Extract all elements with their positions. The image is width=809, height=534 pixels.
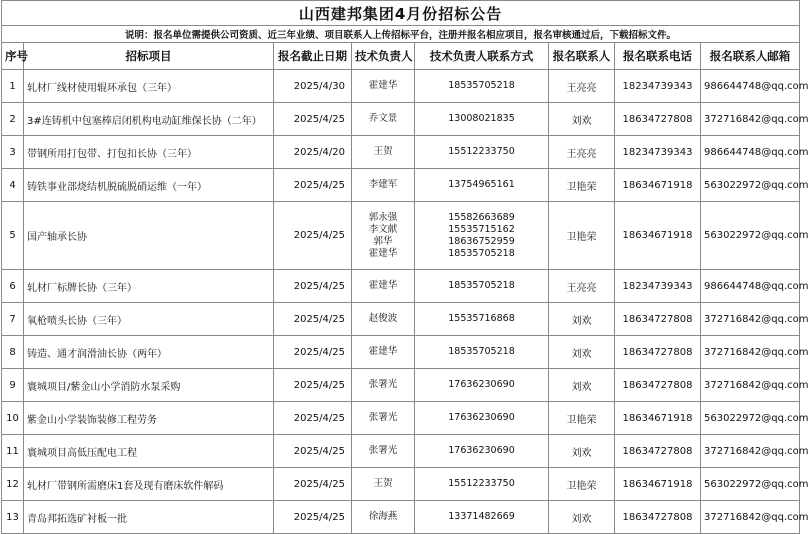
notice-title: 山西建邦集团4月份招标公告 — [2, 1, 800, 26]
cell-tech-phone — [415, 103, 549, 136]
cell-no: 4 — [2, 169, 24, 202]
cell-tech-phone-line: 13754965161 — [448, 179, 515, 190]
cell-contact: 刘欢 — [549, 501, 615, 534]
cell-contact: 刘欢 — [549, 103, 615, 136]
cell-no: 2 — [2, 103, 24, 136]
cell-email: 986644748@qq.com — [701, 70, 800, 103]
cell-tech-phone-line: 15512233750 — [448, 146, 515, 157]
notice-note: 说明：报名单位需提供公司资质、近三年业绩、项目联系人上传招标平台，注册并报名相应项目，报名审核通过后，下载招标文件。 — [2, 26, 800, 43]
cell-tech-line: 张署光 — [368, 379, 398, 390]
cell-email: 372716842@qq.com — [701, 103, 800, 136]
cell-deadline: 2025/4/25 — [274, 501, 352, 534]
cell-tech — [352, 468, 415, 501]
cell-tech-phone-line: 18535705218 — [448, 346, 515, 357]
cell-tech-phone — [415, 303, 549, 336]
cell-tech-phone-line: 15535716868 — [448, 313, 515, 324]
table-row — [2, 336, 800, 369]
cell-email: 563022972@qq.com — [701, 468, 800, 501]
cell-tech-line: 霍建华 — [368, 247, 398, 259]
cell-tel: 18234739343 — [615, 70, 701, 103]
cell-no: 6 — [2, 270, 24, 303]
cell-tel: 18234739343 — [615, 270, 701, 303]
cell-tel: 18634727808 — [615, 303, 701, 336]
cell-email: 372716842@qq.com — [701, 303, 800, 336]
cell-tel: 18634671918 — [615, 402, 701, 435]
cell-project: 带钢所用打包带、打包扣长协（三年） — [24, 136, 274, 169]
cell-tech — [352, 303, 415, 336]
cell-tech-phone-line: 15512233750 — [448, 478, 515, 489]
cell-tel: 18634671918 — [615, 202, 701, 270]
cell-tech-phone-line: 17636230690 — [448, 379, 515, 390]
cell-email: 563022972@qq.com — [701, 169, 800, 202]
cell-tel: 18634727808 — [615, 435, 701, 468]
cell-project: 轧材厂线材使用辊环承包（三年） — [24, 70, 274, 103]
cell-project: 紫金山小学装饰装修工程劳务 — [24, 402, 274, 435]
cell-tech-line: 郭华 — [373, 235, 393, 247]
cell-tech-line: 霍建华 — [368, 80, 398, 91]
table-row — [2, 501, 800, 534]
cell-project: 轧材厂标牌长协（三年） — [24, 270, 274, 303]
cell-tech — [352, 270, 415, 303]
cell-contact: 刘欢 — [549, 336, 615, 369]
cell-project: 铸铁事业部烧结机脱硫脱硝运维（一年） — [24, 169, 274, 202]
cell-tech-phone — [415, 169, 549, 202]
cell-no: 1 — [2, 70, 24, 103]
cell-project: 氧枪喷头长协（三年） — [24, 303, 274, 336]
cell-tech-phone-line: 17636230690 — [448, 445, 515, 456]
cell-tech-line: 霍建华 — [368, 346, 398, 357]
cell-tech-phone-line: 18535705218 — [448, 247, 515, 259]
cell-tech-line: 乔文景 — [368, 113, 398, 124]
cell-contact: 王亮亮 — [549, 270, 615, 303]
cell-tech-phone-line: 13008021835 — [448, 113, 515, 124]
table-row — [2, 169, 800, 202]
cell-tech-phone — [415, 435, 549, 468]
tender-table — [1, 0, 809, 534]
cell-deadline: 2025/4/25 — [274, 169, 352, 202]
header-tech: 技术负责人 — [352, 43, 415, 70]
cell-tech-phone — [415, 468, 549, 501]
cell-tech-phone — [415, 70, 549, 103]
cell-deadline: 2025/4/25 — [274, 369, 352, 402]
header-email: 报名联系人邮箱 — [701, 43, 800, 70]
cell-tech — [352, 70, 415, 103]
cell-email: 372716842@qq.com — [701, 435, 800, 468]
table-row — [2, 136, 800, 169]
cell-tech — [352, 435, 415, 468]
cell-tech-line: 赵俊波 — [368, 313, 398, 324]
cell-tech-phone-line: 18535705218 — [448, 280, 515, 291]
cell-project: 3#连铸机中包塞棒启闭机构电动缸维保长协（二年） — [24, 103, 274, 136]
cell-no: 5 — [2, 202, 24, 270]
cell-deadline: 2025/4/25 — [274, 103, 352, 136]
cell-tech — [352, 369, 415, 402]
cell-deadline: 2025/4/30 — [274, 70, 352, 103]
cell-tel: 18634727808 — [615, 103, 701, 136]
cell-email: 563022972@qq.com — [701, 202, 800, 270]
cell-tech-line: 徐海燕 — [368, 511, 398, 522]
cell-email: 372716842@qq.com — [701, 501, 800, 534]
cell-deadline: 2025/4/25 — [274, 336, 352, 369]
table-row — [2, 369, 800, 402]
header-no: 序号 — [2, 43, 24, 70]
cell-contact: 卫艳荣 — [549, 468, 615, 501]
cell-tech-phone — [415, 369, 549, 402]
cell-email: 372716842@qq.com — [701, 369, 800, 402]
cell-tech-phone — [415, 136, 549, 169]
cell-email: 986644748@qq.com — [701, 270, 800, 303]
cell-tech-line: 李建军 — [368, 179, 398, 190]
cell-tel: 18634727808 — [615, 369, 701, 402]
cell-tech — [352, 169, 415, 202]
cell-tech-phone — [415, 501, 549, 534]
cell-contact: 卫艳荣 — [549, 402, 615, 435]
cell-tech — [352, 136, 415, 169]
cell-no: 12 — [2, 468, 24, 501]
cell-tech — [352, 336, 415, 369]
cell-tech — [352, 103, 415, 136]
table-row — [2, 468, 800, 501]
cell-tel: 18234739343 — [615, 136, 701, 169]
cell-tech-phone-line: 15535715162 — [448, 223, 515, 235]
table-row — [2, 435, 800, 468]
cell-deadline: 2025/4/20 — [274, 136, 352, 169]
cell-contact: 刘欢 — [549, 303, 615, 336]
cell-tech-line: 李文献 — [368, 223, 398, 235]
cell-contact: 卫艳荣 — [549, 202, 615, 270]
cell-tech-phone-line: 17636230690 — [448, 412, 515, 423]
cell-tech-line: 王贺 — [373, 146, 393, 157]
cell-no: 7 — [2, 303, 24, 336]
cell-tech-line: 郭永强 — [368, 211, 398, 223]
cell-deadline: 2025/4/25 — [274, 202, 352, 270]
table-row — [2, 402, 800, 435]
cell-project: 寰城项目高低压配电工程 — [24, 435, 274, 468]
cell-contact: 王亮亮 — [549, 70, 615, 103]
cell-email: 563022972@qq.com — [701, 402, 800, 435]
cell-project: 轧材厂带钢所需磨床1套及现有磨床软件解码 — [24, 468, 274, 501]
cell-tech-phone-line: 18636752959 — [448, 235, 515, 247]
cell-project: 国产轴承长协 — [24, 202, 274, 270]
header-tel: 报名联系电话 — [615, 43, 701, 70]
cell-deadline: 2025/4/25 — [274, 270, 352, 303]
cell-tel: 18634727808 — [615, 336, 701, 369]
cell-tel: 18634727808 — [615, 501, 701, 534]
cell-tech — [352, 402, 415, 435]
cell-tel: 18634671918 — [615, 169, 701, 202]
cell-no: 13 — [2, 501, 24, 534]
cell-project: 寰城项目/紫金山小学消防水泵采购 — [24, 369, 274, 402]
cell-tech-line: 霍建华 — [368, 280, 398, 291]
table-row — [2, 103, 800, 136]
cell-deadline: 2025/4/25 — [274, 402, 352, 435]
cell-tech-line: 张署光 — [368, 445, 398, 456]
cell-contact: 刘欢 — [549, 369, 615, 402]
cell-project: 铸造、通才润滑油长协（两年） — [24, 336, 274, 369]
table-row — [2, 270, 800, 303]
cell-email: 986644748@qq.com — [701, 136, 800, 169]
cell-deadline: 2025/4/25 — [274, 435, 352, 468]
cell-tech-phone — [415, 336, 549, 369]
cell-email: 372716842@qq.com — [701, 336, 800, 369]
cell-no: 3 — [2, 136, 24, 169]
cell-tech-phone-line: 15582663689 — [448, 211, 515, 223]
header-deadline: 报名截止日期 — [274, 43, 352, 70]
cell-deadline: 2025/4/25 — [274, 468, 352, 501]
cell-tech-phone-line: 18535705218 — [448, 80, 515, 91]
cell-tech-phone — [415, 402, 549, 435]
cell-tech — [352, 202, 415, 270]
cell-no: 11 — [2, 435, 24, 468]
cell-tech-phone-line: 13371482669 — [448, 511, 515, 522]
header-project: 招标项目 — [24, 43, 274, 70]
cell-contact: 王亮亮 — [549, 136, 615, 169]
header-tech-phone: 技术负责人联系方式 — [415, 43, 549, 70]
table-row — [2, 303, 800, 336]
cell-no: 9 — [2, 369, 24, 402]
cell-tech-line: 张署光 — [368, 412, 398, 423]
cell-tech-phone — [415, 202, 549, 270]
header-contact: 报名联系人 — [549, 43, 615, 70]
table-row — [2, 70, 800, 103]
cell-tel: 18634671918 — [615, 468, 701, 501]
cell-tech-line: 王贺 — [373, 478, 393, 489]
tender-notice-sheet — [1, 0, 809, 534]
cell-contact: 刘欢 — [549, 435, 615, 468]
cell-tech-phone — [415, 270, 549, 303]
cell-deadline: 2025/4/25 — [274, 303, 352, 336]
cell-tech — [352, 501, 415, 534]
cell-contact: 卫艳荣 — [549, 169, 615, 202]
cell-no: 10 — [2, 402, 24, 435]
table-row — [2, 202, 800, 270]
cell-no: 8 — [2, 336, 24, 369]
cell-project: 青岛邦拓选矿衬板一批 — [24, 501, 274, 534]
header-row — [2, 43, 800, 70]
